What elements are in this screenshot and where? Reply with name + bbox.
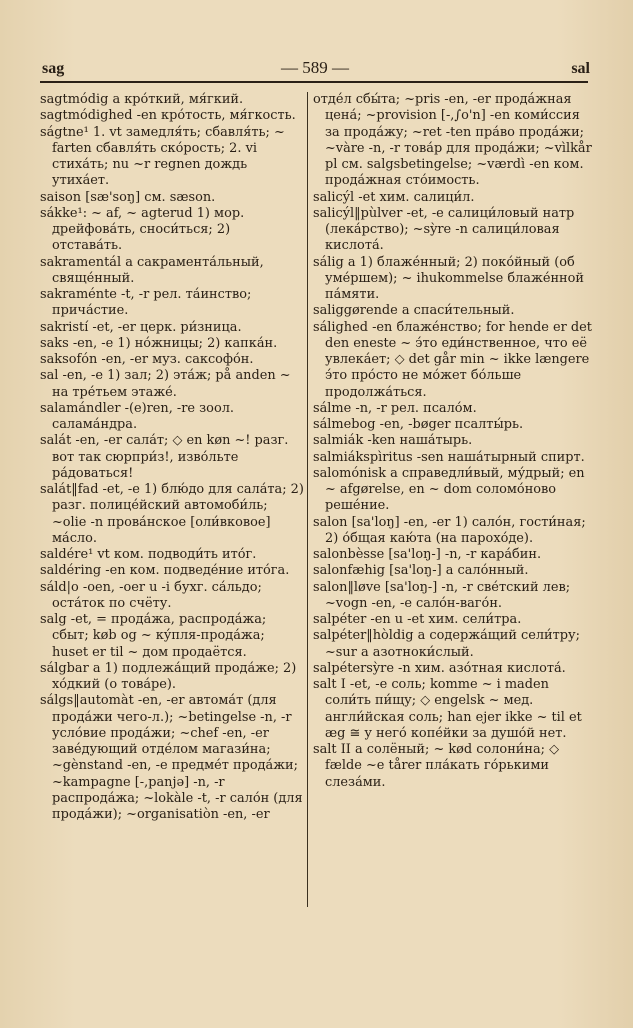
dictionary-entry: salomónisk a справедли́вый, му́дрый; en ~ afgørelse, en ~ dom соломо́ново реше́ние.	[313, 465, 585, 514]
dictionary-entry: salmiák -ken наша́тырь.	[313, 433, 473, 449]
dictionary-entry: salmiákspìritus -sen наша́тырный спирт.	[313, 449, 585, 465]
dictionary-entry: salamándler -(e)ren, -re зоол. салама́ндра.	[40, 400, 234, 432]
dictionary-entry: salicýl‖pùlver -et, -e салици́ловый натр (лека́рство); ~sỳre -n салици́ловая кислота́.	[313, 205, 575, 254]
dictionary-entry: saks -en, -e 1) но́жницы; 2) капка́н.	[40, 335, 278, 351]
dictionary-entry: saldére¹ vt ком. подводи́ть ито́г.	[40, 547, 257, 562]
dictionary-entry: sakraménte -t, -r рел. та́инство; прича́стие.	[40, 287, 252, 319]
dictionary-entry: salonbèsse [sa'loŋ-] -n, -r кара́бин.	[313, 547, 542, 562]
dictionary-entry: sálgs‖automàt -en, -er автома́т (для прода́жи чего-л.); ~betingelse -n, -r усло́вие прода́жи; ~chef -en, -er заве́дующий отде́лом магази́на; ~gènstand -en, -e предме́т прода́жи; ~kampagne [-,panjə] -n, -r распрода́жа; ~lokàle -t, -r сало́н (для прода́жи); ~organisatiòn -en, -er	[40, 693, 303, 822]
left-guide-word: sag	[42, 60, 65, 77]
dictionary-entry: salát‖fad -et, -e 1) блю́до для сала́та; 2) разг. полице́йский автомоби́ль; ~olie -n прова́нское [оли́вковое] ма́сло.	[40, 482, 304, 546]
dictionary-entry: saksofón -en, -er муз. саксофо́н.	[40, 352, 254, 367]
dictionary-entry: sakristí -et, -er церк. ри́зница.	[40, 319, 242, 335]
dictionary-entry: salicýl -et хим. салици́л.	[313, 189, 475, 205]
dictionary-entry: salpétersỳre -n хим. азо́тная кислота́.	[313, 660, 566, 676]
page-header	[40, 58, 590, 80]
left-column	[40, 92, 304, 823]
column-divider	[307, 92, 308, 907]
dictionary-entry: salg -et, = прода́жа, распрода́жа; сбыт; køb og ~ ку́пля-прода́жа; huset er til ~ дом продаётся.	[40, 612, 267, 660]
dictionary-entry: sálig a 1) блаже́нный; 2) поко́йный (об уме́ршем); ~ ihukommelse блаже́нной па́мяти.	[313, 254, 584, 302]
dictionary-entry: salt II a солёный; ~ kød солони́на; ◇ fælde ~e tårer пла́кать го́рькими слеза́ми.	[313, 742, 560, 790]
dictionary-entry: salon [sa'loŋ] -en, -er 1) сало́н, гости́ная; 2) о́бщая каю́та (на парохо́де).	[313, 514, 586, 546]
right-guide-word: sal	[571, 60, 590, 77]
dictionary-entry: sáld|o -oen, -oer u -i бухг. са́льдо; оста́ток по счёту.	[40, 579, 262, 611]
dictionary-entry: saliggørende a спаси́тельный.	[313, 303, 515, 319]
dictionary-entry: salát -en, -er сала́т; ◇ en køn ~! разг. вот так сюрпри́з!, изво́льте ра́доваться!	[40, 433, 289, 481]
dictionary-entry: sálme -n, -r рел. псало́м.	[313, 400, 477, 416]
dictionary-entry: sagtmódighed -en кро́тость, мя́гкость.	[40, 108, 296, 124]
dictionary-entry: salonfæhig [sa'loŋ-] a сало́нный.	[313, 563, 529, 579]
header-rule	[40, 81, 588, 83]
dictionary-entry: sálmebog -en, -bøger псалты́рь.	[313, 417, 524, 432]
dictionary-entry: salpéter‖hòldig a содержа́щий сели́тру; ~sur a азотноки́слый.	[313, 628, 580, 660]
dictionary-entry: отде́л сбы́та; ~pris -en, -er продáжная цена́; ~provision [-,∫o'n] -en коми́ссия за прода́жу; ~ret -ten пра́во прода́жи; ~vàre -n, -r това́р для прода́жи; ~vìlkår pl см. salgsbetingelse; ~værdì -en ком. прода́жная сто́имость.	[313, 92, 592, 189]
dictionary-entry: salt I -et, -e соль; komme ~ i maden соли́ть пи́щу; ◇ engelsk ~ мед. англи́йская соль; han ejer ikke ~ til et æg ≅ у него́ копе́йки за душо́й нет.	[313, 677, 582, 741]
dictionary-entry: sakramentál a сакрамента́льный, свяще́нный.	[40, 254, 264, 286]
dictionary-entry: saison [sæ'soŋ] см. sæson.	[40, 189, 216, 205]
dictionary-entry: salpéter -en u -et хим. сели́тра.	[313, 612, 522, 627]
dictionary-entry: sálighed -en блаже́нство; for hende er det den eneste ~ э́то еди́нственное, что её увлека́ет; ◇ det går min ~ ikke længere э́то про́сто не мо́жет бо́льше продолжа́ться.	[313, 319, 592, 400]
dictionary-entry: saldéring -en ком. подведе́ние ито́га.	[40, 563, 290, 579]
dictionary-entry: sal -en, -e 1) зал; 2) эта́ж; på anden ~ на тре́тьем этаже́.	[40, 368, 291, 400]
right-column	[313, 92, 593, 791]
dictionary-entry: sálgbar a 1) подлежа́щий прода́же; 2) хо́дкий (о това́ре).	[40, 660, 297, 692]
page-number: — 589 —	[281, 58, 349, 77]
dictionary-entry: sagtmódig a кро́ткий, мя́гкий.	[40, 92, 244, 107]
dictionary-entry: sákke¹: ~ af, ~ agterud 1) мор. дрейфова́ть, сноси́ться; 2) отстава́ть.	[40, 205, 245, 254]
dictionary-entry: ságtne¹ 1. vt замедля́ть; сбавля́ть; ~ farten сбавля́ть ско́рость; 2. vi стиха́ть; nu ~r regnen дождь утиха́ет.	[40, 124, 285, 189]
dictionary-entry: salon‖løve [sa'loŋ-] -n, -r све́тский лев; ~vogn -en, -e сало́н-ваго́н.	[313, 579, 571, 611]
